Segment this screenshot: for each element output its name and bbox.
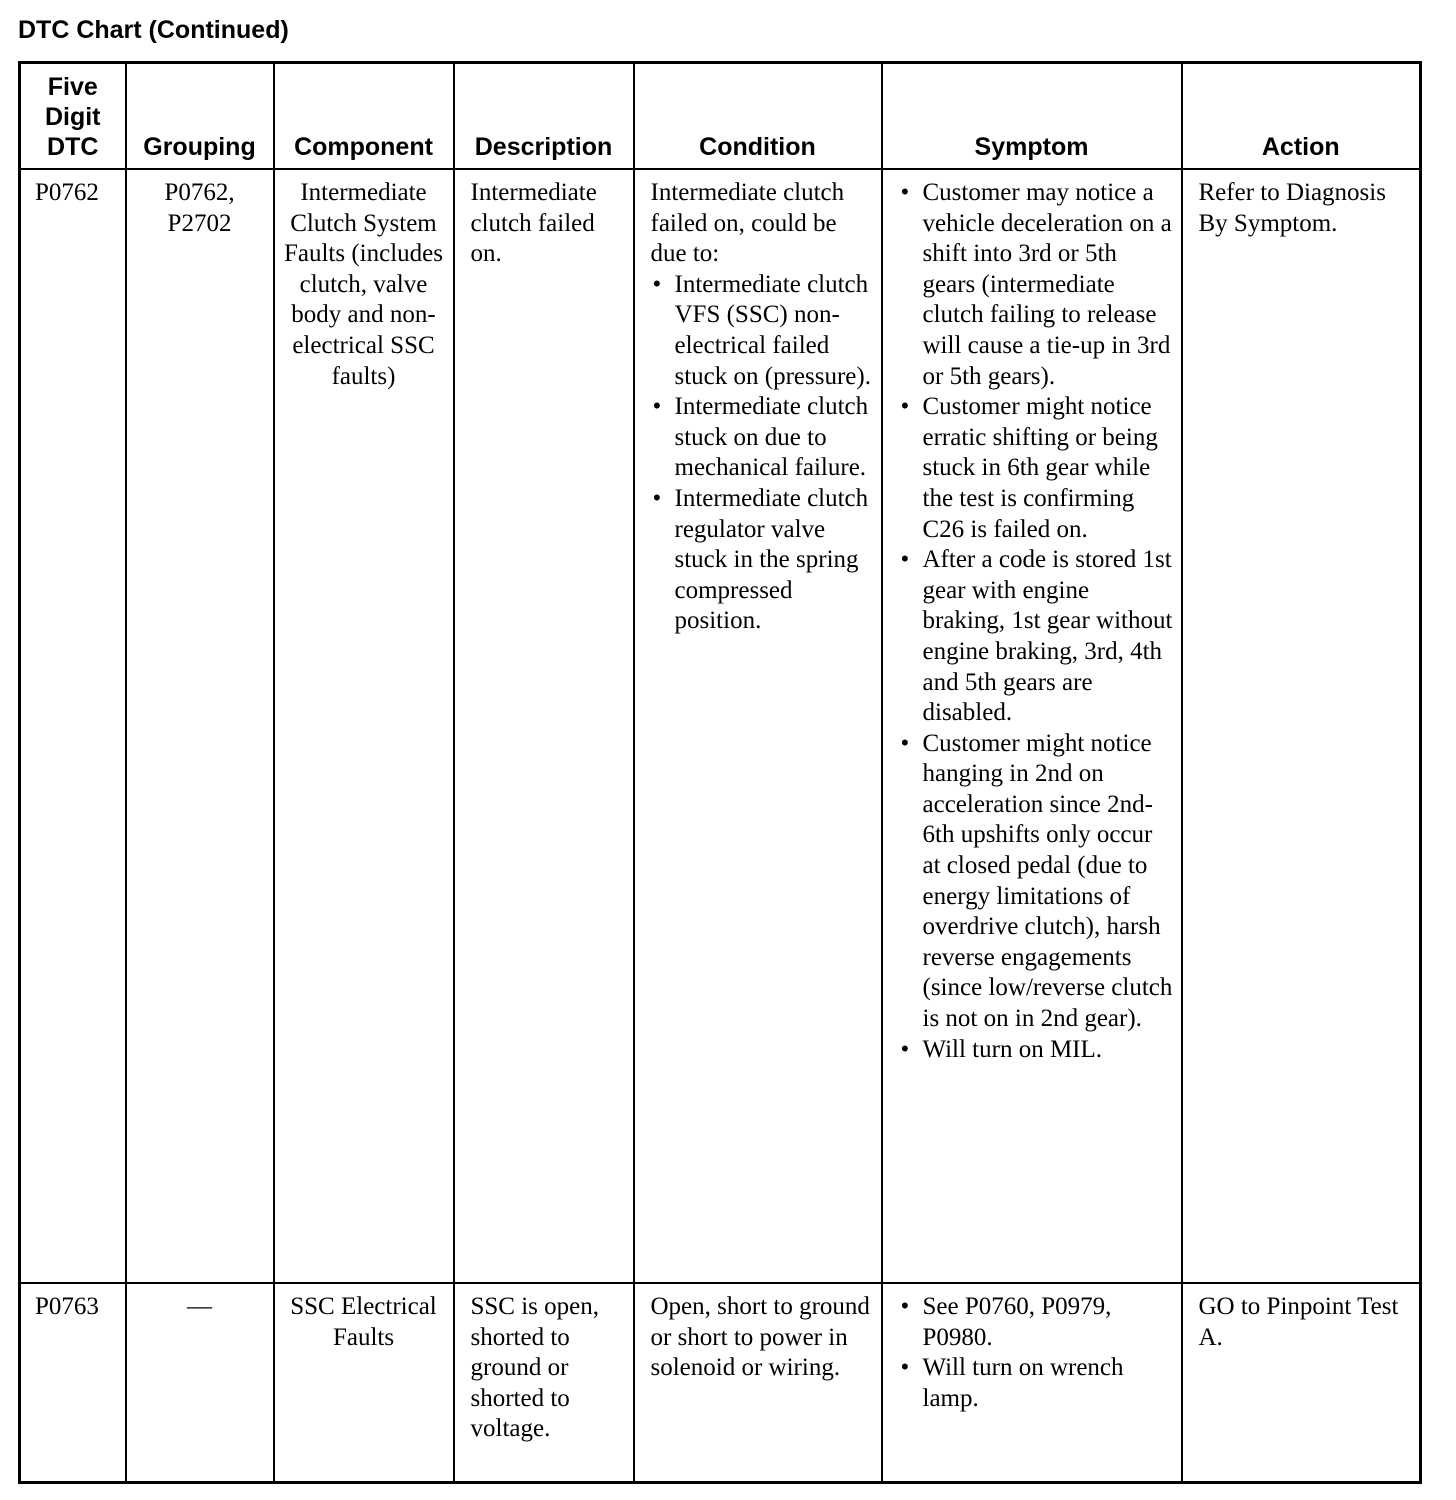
header-five-digit-dtc: Five Digit DTC <box>20 63 126 170</box>
header-grouping: Grouping <box>126 63 274 170</box>
header-action: Action <box>1182 63 1421 170</box>
symptom-bullet-item: • Customer might notice erratic shifting or being stuck in 6th gear while the test is confirming C26 is failed on. <box>899 392 1173 545</box>
header-symptom: Symptom <box>882 63 1182 170</box>
condition-list <box>651 270 873 637</box>
symptom-bullet-item: • Customer may notice a vehicle deceleration on a shift into 3rd or 5th gears (intermediate clutch failing to release will cause a tie-up in 3rd or 5th gears). <box>899 178 1173 392</box>
component-cell: Intermediate Clutch System Faults (includes clutch, valve body and non-electrical SSC faults) <box>274 169 454 1283</box>
symptom-bullet-item: • After a code is stored 1st gear with engine braking, 1st gear without engine braking, 3rd, 4th and 5th gears are disabled. <box>899 545 1173 729</box>
description-cell: SSC is open, shorted to ground or shorted to voltage. <box>454 1283 634 1483</box>
symptom-cell <box>882 1283 1182 1483</box>
header-description: Description <box>454 63 634 170</box>
description-cell: Intermediate clutch failed on. <box>454 169 634 1283</box>
action-cell: GO to Pinpoint Test A. <box>1182 1283 1421 1483</box>
grouping-cell: — <box>126 1283 274 1483</box>
dtc-code-cell: P0762 <box>20 169 126 1283</box>
header-component: Component <box>274 63 454 170</box>
symptom-list <box>899 1292 1173 1414</box>
condition-intro: Intermediate clutch failed on, could be due to: <box>650 179 845 268</box>
page-title: DTC Chart (Continued) <box>18 16 289 44</box>
condition-bullet-item: • Intermediate clutch stuck on due to mechanical failure. <box>651 392 873 484</box>
table-header-row <box>20 63 1421 170</box>
condition-bullet-item: • Intermediate clutch VFS (SSC) non-electrical failed stuck on (pressure). <box>651 270 873 392</box>
dtc-code-cell: P0763 <box>20 1283 126 1483</box>
header-condition: Condition <box>634 63 882 170</box>
condition-bullet-item: • Intermediate clutch regulator valve stuck in the spring compressed position. <box>651 484 873 637</box>
condition-cell <box>634 169 882 1283</box>
dtc-chart-table <box>18 61 1422 1484</box>
table-row <box>20 1283 1421 1483</box>
symptom-cell <box>882 169 1182 1283</box>
symptom-bullet-item: • Customer might notice hanging in 2nd on acceleration since 2nd-6th upshifts only occur at closed pedal (due to energy limitations of overdrive clutch), harsh reverse engagements (since low/reverse clutch is not on in 2nd gear). <box>899 729 1173 1035</box>
table-row <box>20 169 1421 1283</box>
symptom-bullet-item: • Will turn on wrench lamp. <box>899 1353 1173 1414</box>
symptom-bullet-item: • Will turn on MIL. <box>899 1035 1173 1066</box>
symptom-list <box>899 178 1173 1065</box>
condition-cell: Open, short to ground or short to power in solenoid or wiring. <box>634 1283 882 1483</box>
symptom-bullet-item: • See P0760, P0979, P0980. <box>899 1292 1173 1353</box>
action-cell: Refer to Diagnosis By Symptom. <box>1182 169 1421 1283</box>
component-cell: SSC Electrical Faults <box>274 1283 454 1483</box>
grouping-cell: P0762, P2702 <box>126 169 274 1283</box>
